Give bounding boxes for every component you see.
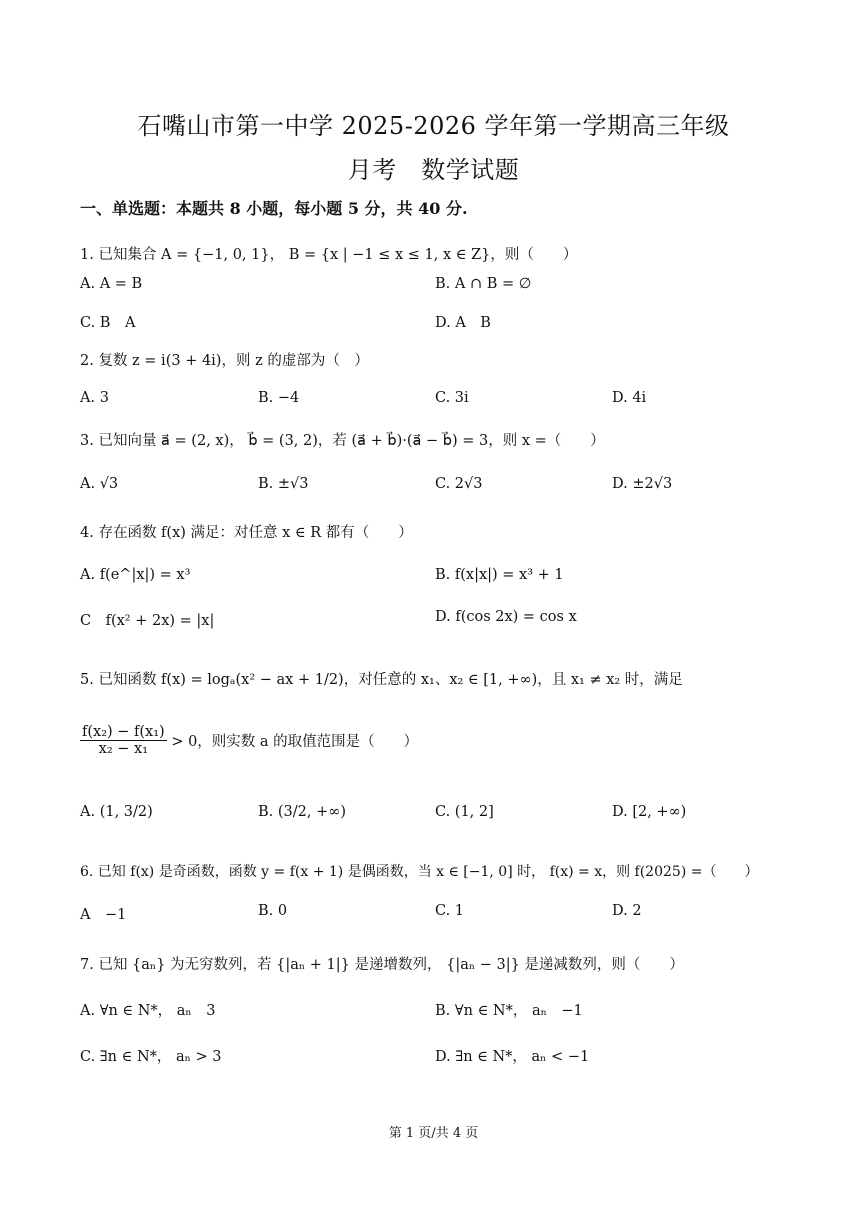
question-2: 2. 复数 z = i(3 + 4i)，则 z 的虚部为（ ） <box>80 353 369 369</box>
q6-option-c: C. 1 <box>435 903 465 919</box>
q5-fraction <box>80 724 167 757</box>
q5-option-c: C. (1, 2] <box>435 804 494 820</box>
q5-condition-text: > 0，则实数 a 的取值范围是（ ） <box>171 734 419 750</box>
question-7: 7. 已知 {aₙ} 为无穷数列，若 {|aₙ + 1|} 是递增数列， {|aₙ − 3|} 是递减数列，则（ ） <box>80 957 684 973</box>
section-heading: 一、单选题：本题共 8 小题，每小题 5 分，共 40 分. <box>80 199 468 218</box>
q4-option-c: C f(x² + 2x) = |x| <box>80 613 215 629</box>
q2-option-c: C. 3i <box>435 390 469 406</box>
question-1: 1. 已知集合 A = {−1, 0, 1}， B = {x | −1 ≤ x ≤ 1, x ∈ Z}，则（ ） <box>80 247 578 263</box>
q7-option-d: D. ∃n ∈ N*， aₙ < −1 <box>435 1049 590 1065</box>
q2-option-a: A. 3 <box>80 390 109 406</box>
q5-option-a: A. (1, 3/2) <box>80 804 153 820</box>
q5-option-d: D. [2, +∞) <box>612 804 687 820</box>
q5-option-b: B. (3/2, +∞) <box>258 804 346 820</box>
q4-option-b: B. f(x|x|) = x³ + 1 <box>435 567 564 583</box>
page-footer: 第 1 页/共 4 页 <box>388 1126 479 1141</box>
q7-option-a: A. ∀n ∈ N*， aₙ 3 <box>80 1003 216 1019</box>
q2-option-b: B. −4 <box>258 390 300 406</box>
q1-option-a: A. A = B <box>80 276 143 292</box>
question-5-line2 <box>80 724 418 757</box>
q3-option-b: B. ±√3 <box>258 476 309 492</box>
q3-option-a: A. √3 <box>80 476 119 492</box>
q5-fraction-denominator: x₂ − x₁ <box>98 741 149 757</box>
question-3: 3. 已知向量 a⃗ = (2, x)， b⃗ = (3, 2)，若 (a⃗ + b⃗)·(a⃗ − b⃗) = 3，则 x =（ ） <box>80 433 605 449</box>
q2-option-d: D. 4i <box>612 390 647 406</box>
q6-option-d: D. 2 <box>612 903 642 919</box>
question-5-line1: 5. 已知函数 f(x) = logₐ(x² − ax + 1/2)，对任意的 x₁、x₂ ∈ [1, +∞)，且 x₁ ≠ x₂ 时，满足 <box>80 672 683 688</box>
page-title-line2: 月考 数学试题 <box>347 156 520 184</box>
q7-option-c: C. ∃n ∈ N*， aₙ > 3 <box>80 1049 222 1065</box>
q7-option-b: B. ∀n ∈ N*， aₙ −1 <box>435 1003 583 1019</box>
q1-option-d: D. A B <box>435 315 491 331</box>
question-4: 4. 存在函数 f(x) 满足：对任意 x ∈ R 都有（ ） <box>80 525 413 541</box>
q3-option-c: C. 2√3 <box>435 476 483 492</box>
q4-option-a: A. f(e^|x|) = x³ <box>80 567 191 583</box>
q6-option-a: A −1 <box>80 907 127 923</box>
q6-option-b: B. 0 <box>258 903 288 919</box>
q1-option-c: C. B A <box>80 315 136 331</box>
q5-fraction-numerator: f(x₂) − f(x₁) <box>82 724 165 740</box>
q3-option-d: D. ±2√3 <box>612 476 673 492</box>
q4-option-d: D. f(cos 2x) = cos x <box>435 609 577 625</box>
question-6: 6. 已知 f(x) 是奇函数，函数 y = f(x + 1) 是偶函数，当 x ∈ [−1, 0] 时， f(x) = x，则 f(2025) =（ ） <box>80 864 759 880</box>
page-title-line1: 石嘴山市第一中学 2025-2026 学年第一学期高三年级 <box>137 112 730 140</box>
q1-option-b: B. A ∩ B = ∅ <box>435 276 532 292</box>
